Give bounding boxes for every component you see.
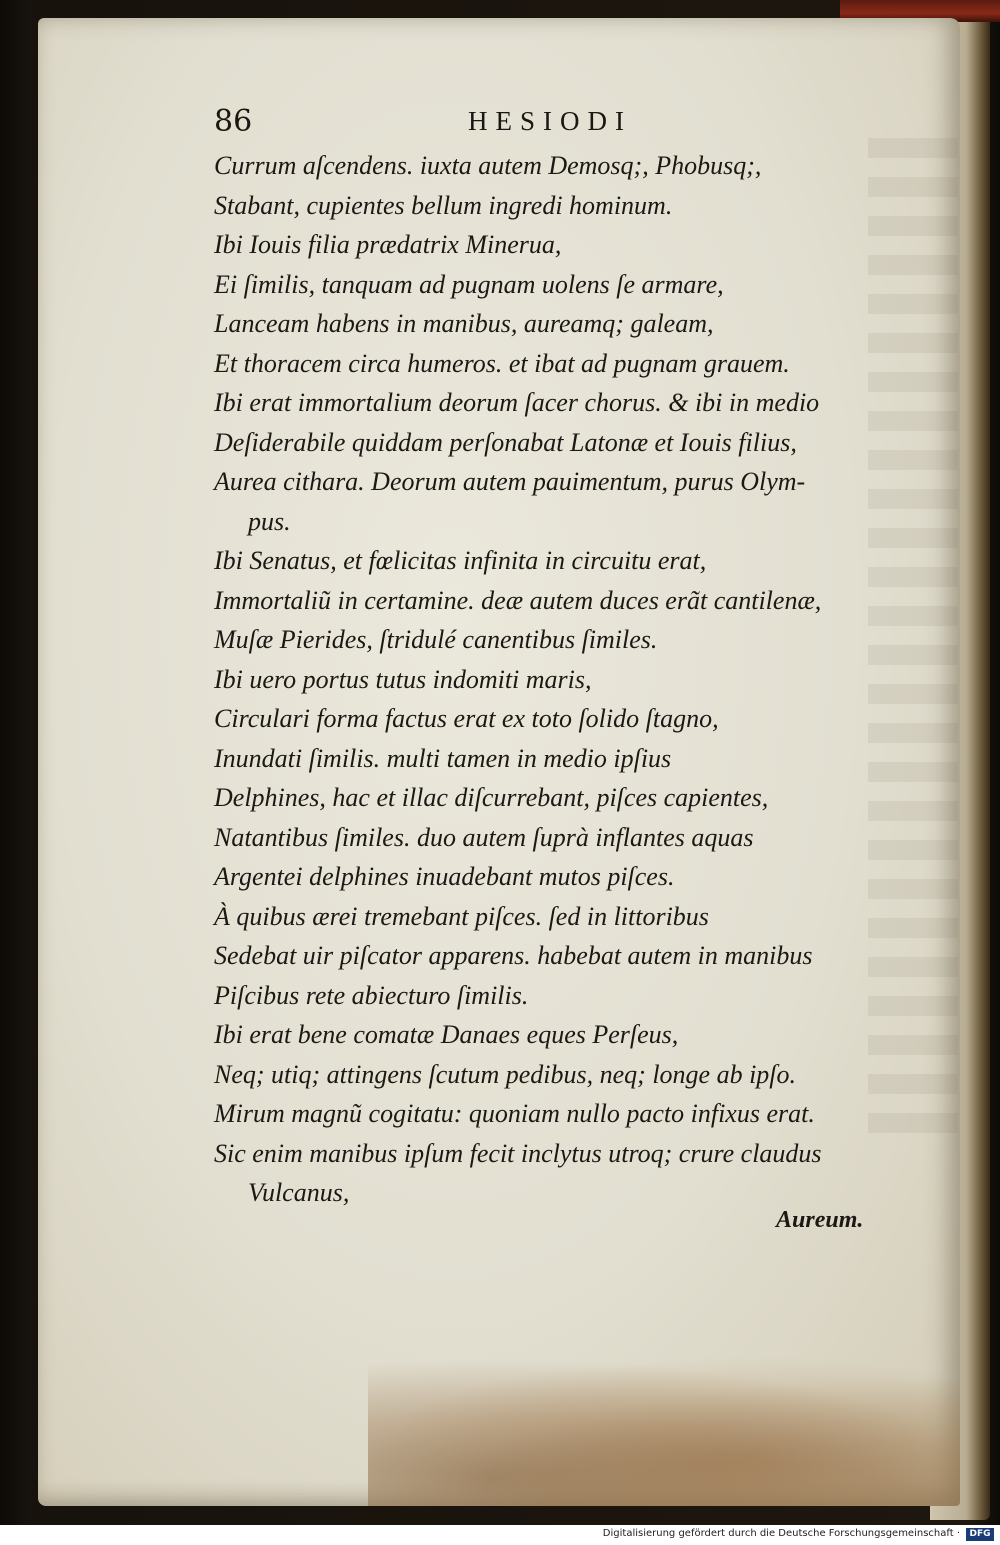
- verse-line: À quibus ærei tremebant piſces. ſed in littoribus: [214, 901, 709, 931]
- funding-credit: Digitalisierung gefördert durch die Deutsche Forschungsgemeinschaft ·: [602, 1528, 960, 1539]
- verse-line: Deſiderabile quiddam perſonabat Latonæ et Iouis filius,: [214, 427, 797, 457]
- verse-line: Ibi uero portus tutus indomiti maris,: [214, 664, 592, 694]
- verse-line-continuation: pus.: [248, 506, 291, 536]
- digitization-footer: [0, 1525, 1000, 1545]
- verse-line: Inundati ſimilis. multi tamen in medio ipſius: [214, 743, 672, 773]
- verse-line: Currum aſcendens. iuxta autem Demosq;, Phobusq;,: [214, 151, 762, 180]
- verse-line: Stabant, cupientes bellum ingredi hominum.: [214, 190, 673, 220]
- verse-line: Sic enim manibus ipſum fecit inclytus utroq; crure claudus: [214, 1138, 822, 1168]
- verse-line: Ibi Iouis filia prædatrix Minerua,: [214, 230, 562, 259]
- verse-line-continuation: Vulcanus,: [248, 1178, 350, 1207]
- verse-line: Aurea cithara. Deorum autem pauimentum, purus Olym-: [214, 467, 806, 496]
- verse-line: Delphines, hac et illac diſcurrebant, piſces capientes,: [214, 783, 769, 812]
- page-number: 86: [214, 104, 253, 139]
- verse-line: Immortaliũ in certamine. deæ autem duces erãt cantilenæ,: [214, 585, 822, 615]
- dfg-logo: DFG: [966, 1528, 994, 1541]
- verse-line: Sedebat uir piſcator apparens. habebat autem in manibus: [214, 941, 813, 970]
- verse-line: Piſcibus rete abiecturo ſimilis.: [214, 980, 529, 1010]
- running-title: HESIODI: [468, 106, 632, 136]
- verse-line: Circulari forma factus erat ex toto ſolido ſtagno,: [214, 704, 719, 733]
- verse-line: Ibi erat immortalium deorum ſacer chorus. & ibi in medio: [214, 388, 820, 417]
- verse-line: Natantibus ſimiles. duo autem ſuprà inflantes aquas: [214, 822, 754, 852]
- page-header: [214, 104, 714, 148]
- water-stain: [368, 1358, 960, 1506]
- verse-line: Ei ſimilis, tanquam ad pugnam uolens ſe armare,: [214, 269, 724, 299]
- verse-line: Lanceam habens in manibus, aureamq; galeam,: [214, 309, 714, 338]
- verse-line: Mirum magnũ cogitatu: quoniam nullo pacto infixus erat.: [214, 1099, 815, 1128]
- verse-line: Argentei delphines inuadebant mutos piſces.: [214, 862, 675, 891]
- catchword: Aureum.: [776, 1207, 864, 1233]
- verse-line: Et thoracem circa humeros. et ibat ad pugnam grauem.: [214, 348, 790, 378]
- verse-line: Ibi Senatus, et fœlicitas infinita in circuitu erat,: [214, 546, 707, 575]
- verse-line: Ibi erat bene comatæ Danaes eques Perſeus,: [214, 1020, 679, 1049]
- verse-line: Muſæ Pierides, ſtridulé canentibus ſimiles.: [214, 625, 658, 654]
- verse-line: Neq; utiq; attingens ſcutum pedibus, neq; longe ab ipſo.: [214, 1059, 797, 1089]
- verse-text: [214, 146, 914, 1213]
